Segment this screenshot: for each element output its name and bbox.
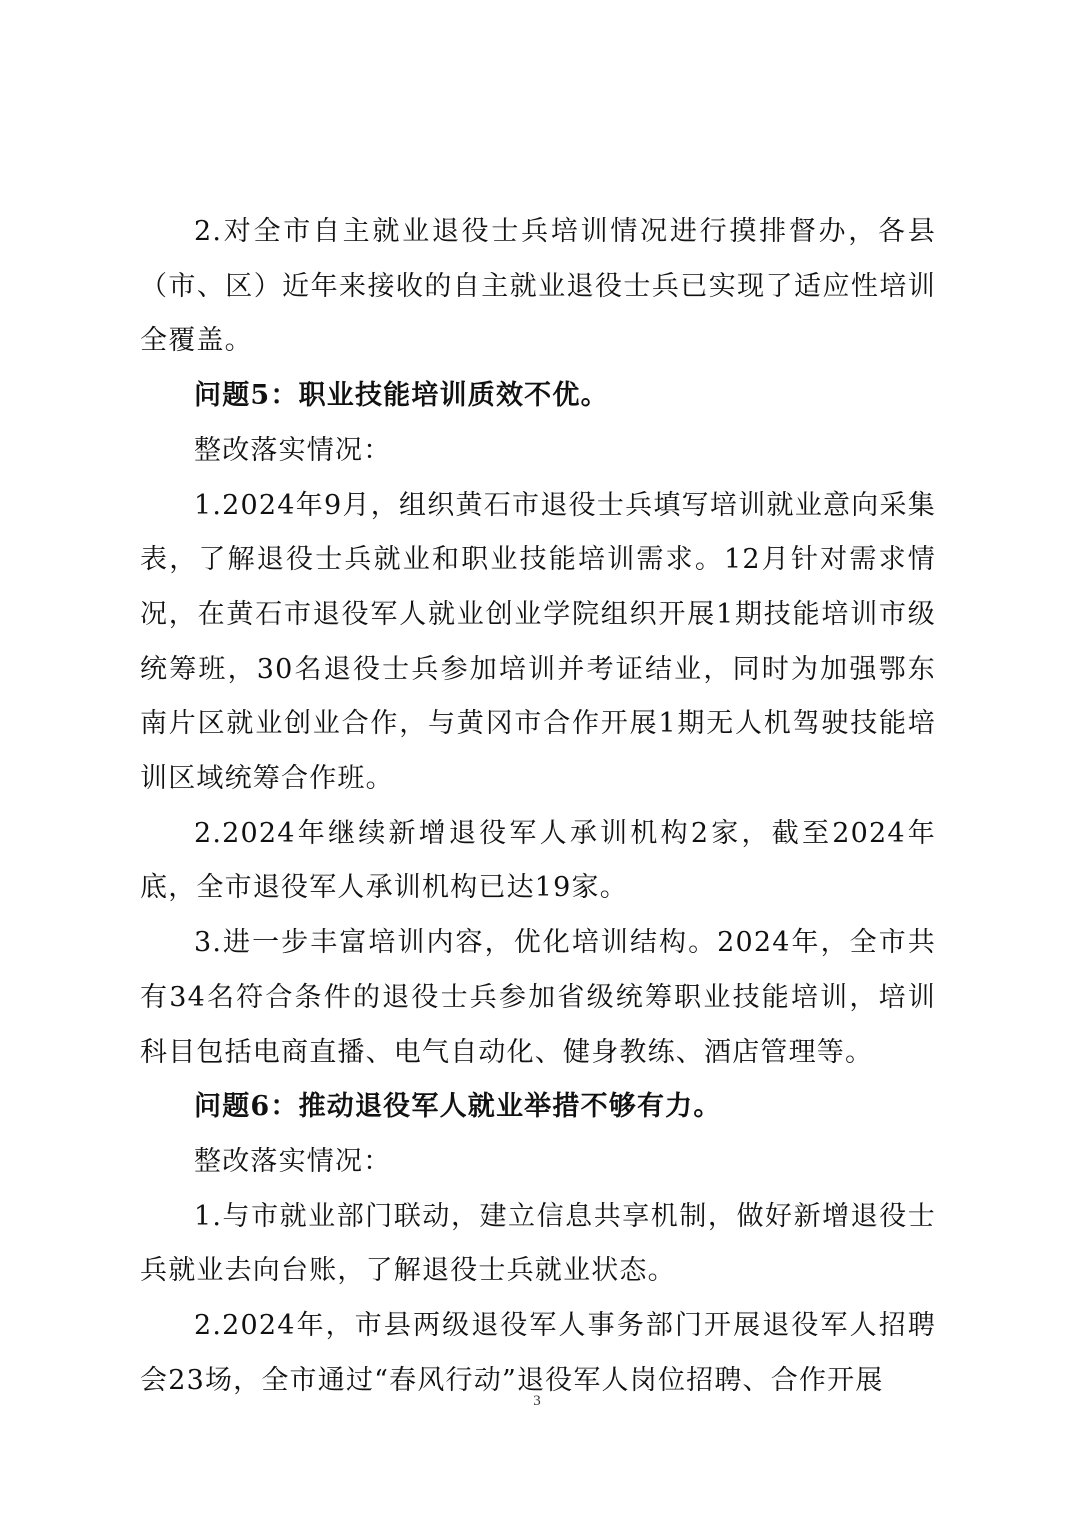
paragraph-training-coverage: 2.对全市自主就业退役士兵培训情况进行摸排督办，各县（市、区）近年来接收的自主就业退役士兵已实现了适应性培训全覆盖。 <box>140 216 936 357</box>
document-body <box>140 205 936 1408</box>
rectification-label: 整改落实情况： <box>194 1145 392 1177</box>
paragraph-info-sharing: 1.与市就业部门联动，建立信息共享机制，做好新增退役士兵就业去向台账，了解退役士兵就业状态。 <box>140 1200 936 1287</box>
paragraph-training-institutions: 2.2024年继续新增退役军人承训机构2家，截至2024年底，全市退役军人承训机构已达19家。 <box>140 817 936 904</box>
heading-problem-5: 问题5：职业技能培训质效不优。 <box>194 380 609 412</box>
paragraph-training-content: 3.进一步丰富培训内容，优化培训结构。2024年，全市共有34名符合条件的退役士兵参加省级统筹职业技能培训，培训科目包括电商直播、电气自动化、健身教练、酒店管理等。 <box>140 927 936 1068</box>
paragraph-job-fairs: 2.2024年，市县两级退役军人事务部门开展退役军人招聘会23场，全市通过“春风行动”退役军人岗位招聘、合作开展 <box>140 1310 936 1396</box>
page-number: 3 <box>533 1393 541 1409</box>
heading-problem-6: 问题6：推动退役军人就业举措不够有力。 <box>194 1091 722 1123</box>
rectification-label: 整改落实情况： <box>194 434 392 466</box>
paragraph-skill-training-survey: 1.2024年9月，组织黄石市退役士兵填写培训就业意向采集表，了解退役士兵就业和职业技能培训需求。12月针对需求情况，在黄石市退役军人就业创业学院组织开展1期技能培训市级统筹班，30名退役士兵参加培训并考证结业，同时为加强鄂东南片区就业创业合作，与黄冈市合作开展1期无人机驾驶技能培训区域统筹合作班。 <box>140 489 936 795</box>
